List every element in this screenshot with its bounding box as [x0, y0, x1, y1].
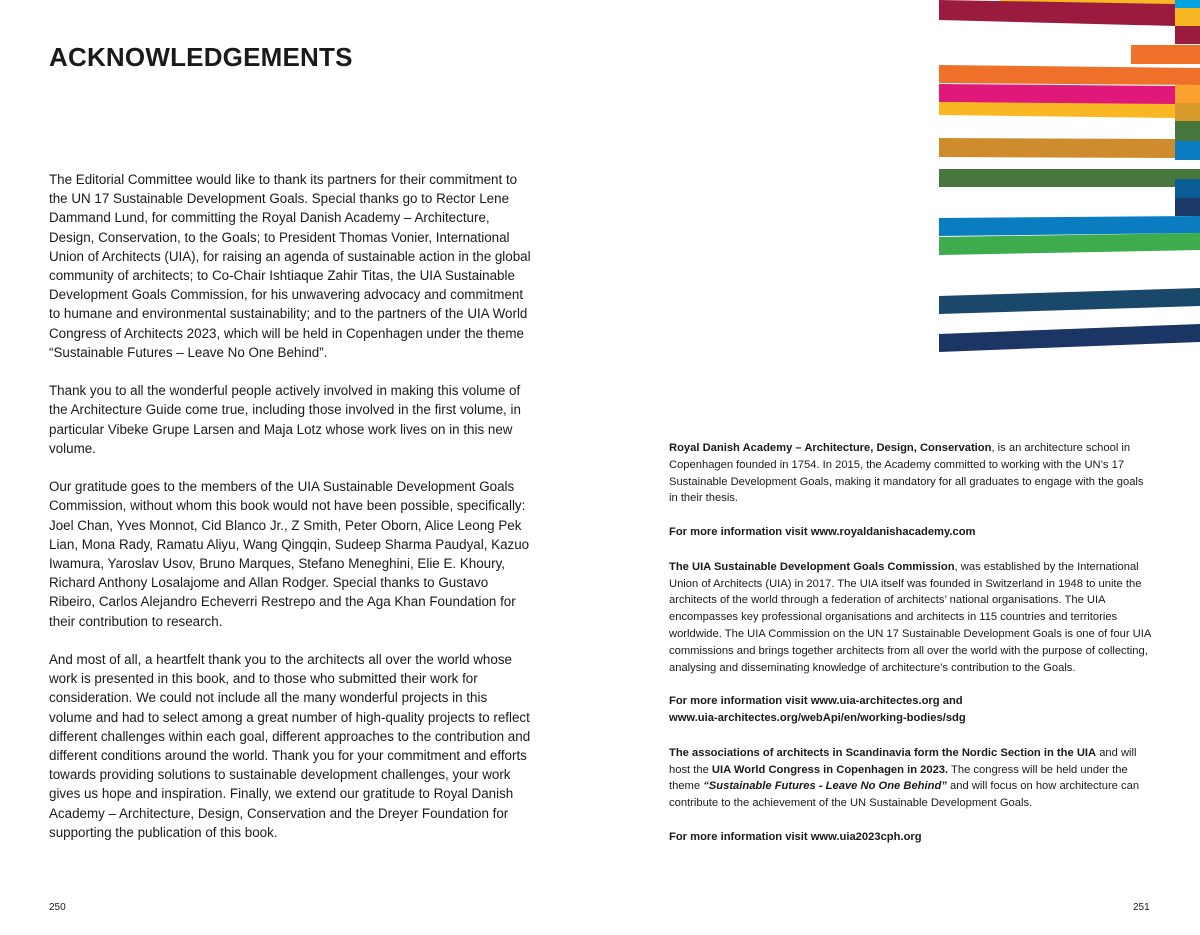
paragraph-commission-members: Our gratitude goes to the members of the UIA Sustainable Development Goals Commission, without whom this book would not have been possible, specifically: Joel Chan, Yves Monnot, Cid Blanco Jr., Z Smith, Peter Oborn, Alice Leong Pek Lian, Mona Rady, Ramatu Aliyu, Wang Qingqin, Sudeep Sharma Paudyal, Kazuo Iwamura, Yaroslav Usov, Bruno Marques, Stefano Meneghini, Elie E. Khoury, Richard Anthony Losalajome and Allan Rodger. Special thanks to Gustavo Ribeiro, Carlos Alejandro Echeverri Restrepo and the Aga Khan Foundation for their contribution to research. [49, 479, 530, 629]
commission-links[interactable] [669, 693, 1153, 727]
nordic-text-3: and will focus on how architecture can contribute to the achievement of the UN Sustainable Development Goals. [669, 780, 1140, 810]
block-blue-deep [1175, 179, 1200, 198]
stripe-magenta [939, 84, 1175, 105]
commission-description [669, 559, 1153, 677]
academy-name: Royal Danish Academy – Architecture, Design, Conservation [669, 442, 992, 454]
nordic-link[interactable]: For more information visit www.uia2023cph.org [669, 830, 922, 843]
commission-text: , was established by the International Union of Architects (UIA) in 2017. The UIA itself was founded in Switzerland in 1948 to unite the architects of the world through a federation of architects’ national organisations. The UIA encompasses key professional organisations and architects in 115 countries and territories worldwide. The UIA Commission on the UN 17 Sustainable Development Goals is one of four UIA commissions and brings together architects from all over the world with the purpose of collecting, analysing and disseminating knowledge of architecture’s contribution to the Goals. [669, 560, 1151, 674]
nordic-theme: “Sustainable Futures - Leave No One Behind” [703, 780, 947, 793]
commission-link-2[interactable]: www.uia-architectes.org/webApi/en/working-bodies/sdg [669, 711, 966, 724]
paragraph-partners: The Editorial Committee would like to thank its partners for their commitment to the UN 17 Sustainable Development Goals. Special thanks go to Rector Lene Dammand Lund, for committing the Royal Danish Academy – Architecture, Design, Conservation, to the Goals; to President Thomas Vonier, International Union of Architects (UIA), for raising an agenda of sustainable action in the global community of architects; to Co-Chair Ishtiaque Zahir Titas, the UIA Sustainable Development Goals Commission, for his unwavering advocacy and commitment to humane and environmental sustainability; and to the partners of the UIA World Congress of Architects 2023, which will be held in Copenhagen under the theme “Sustainable Futures – Leave No One Behind”. [49, 172, 531, 360]
block-yellow [1175, 8, 1200, 26]
stripe-green-dark [939, 169, 1200, 187]
sdg-color-stripes [930, 0, 1200, 360]
block-navy [1175, 198, 1200, 216]
stripe-yellow [939, 102, 1175, 118]
commission-name: The UIA Sustainable Development Goals Commission [669, 560, 955, 573]
page-number-left: 250 [49, 902, 66, 913]
block-mustard [1175, 103, 1200, 121]
nordic-text-1: and will host the [669, 746, 1137, 776]
stripe-gold [939, 138, 1175, 158]
block-cyan-top [1175, 0, 1200, 8]
nordic-bold-1: The associations of architects in Scandinavia form the Nordic Section in the UIA [669, 746, 1097, 759]
academy-text: , is an architecture school in Copenhagen founded in 1754. In 2015, the Academy committed to working with the UN’s 17 Sustainable Development Goals, making it mandatory for all graduates to engage with the goals in their thesis. [669, 442, 1144, 505]
stripe-orange [939, 65, 1200, 85]
block-blue [1175, 141, 1200, 160]
page-number-right: 251 [1133, 902, 1150, 913]
stripe-red-dark [939, 0, 1175, 26]
block-orange-long [1131, 45, 1200, 64]
commission-link-1[interactable]: For more information visit www.uia-architectes.org and [669, 695, 963, 708]
partner-descriptions [669, 440, 1153, 862]
nordic-description [669, 745, 1153, 812]
paragraph-volume-thanks: Thank you to all the wonderful people actively involved in making this volume of the Architecture Guide come true, including those involved in the first volume, in particular Vibeke Grupe Larsen and Maja Lotz whose work lives on in this new volume. [49, 383, 521, 456]
block-red-dark [1175, 26, 1200, 44]
acknowledgements-body [49, 170, 533, 861]
academy-link[interactable]: For more information visit www.royaldanishacademy.com [669, 525, 976, 538]
stripe-green [939, 233, 1200, 255]
stripe-navy [939, 288, 1200, 314]
nordic-bold-2: UIA World Congress in Copenhagen in 2023. [711, 763, 949, 776]
block-green-dark [1175, 121, 1200, 141]
stripe-navy-dark [939, 324, 1200, 352]
block-orange-light [1175, 85, 1200, 103]
stripe-blue [939, 216, 1200, 236]
paragraph-architects-thanks: And most of all, a heartfelt thank you to the architects all over the world whose work is presented in this book, and to those who submitted their work for consideration. We could not include all the many wonderful projects in this volume and had to select among a great number of high-quality projects to reflect different challenges within each goal, different approaches to the contribution and different conditions around the world. Thank you for your commitment and efforts towards providing solutions to sustainable development challenges, your work gives us hope and inspiration. Finally, we extend our gratitude to Royal Danish Academy – Architecture, Design, Conservation and the Dreyer Foundation for supporting the publication of this book. [49, 652, 531, 840]
nordic-text-2: The congress will be held under the theme [669, 763, 1128, 793]
academy-description [669, 440, 1153, 507]
page-title: ACKNOWLEDGEMENTS [49, 42, 353, 72]
